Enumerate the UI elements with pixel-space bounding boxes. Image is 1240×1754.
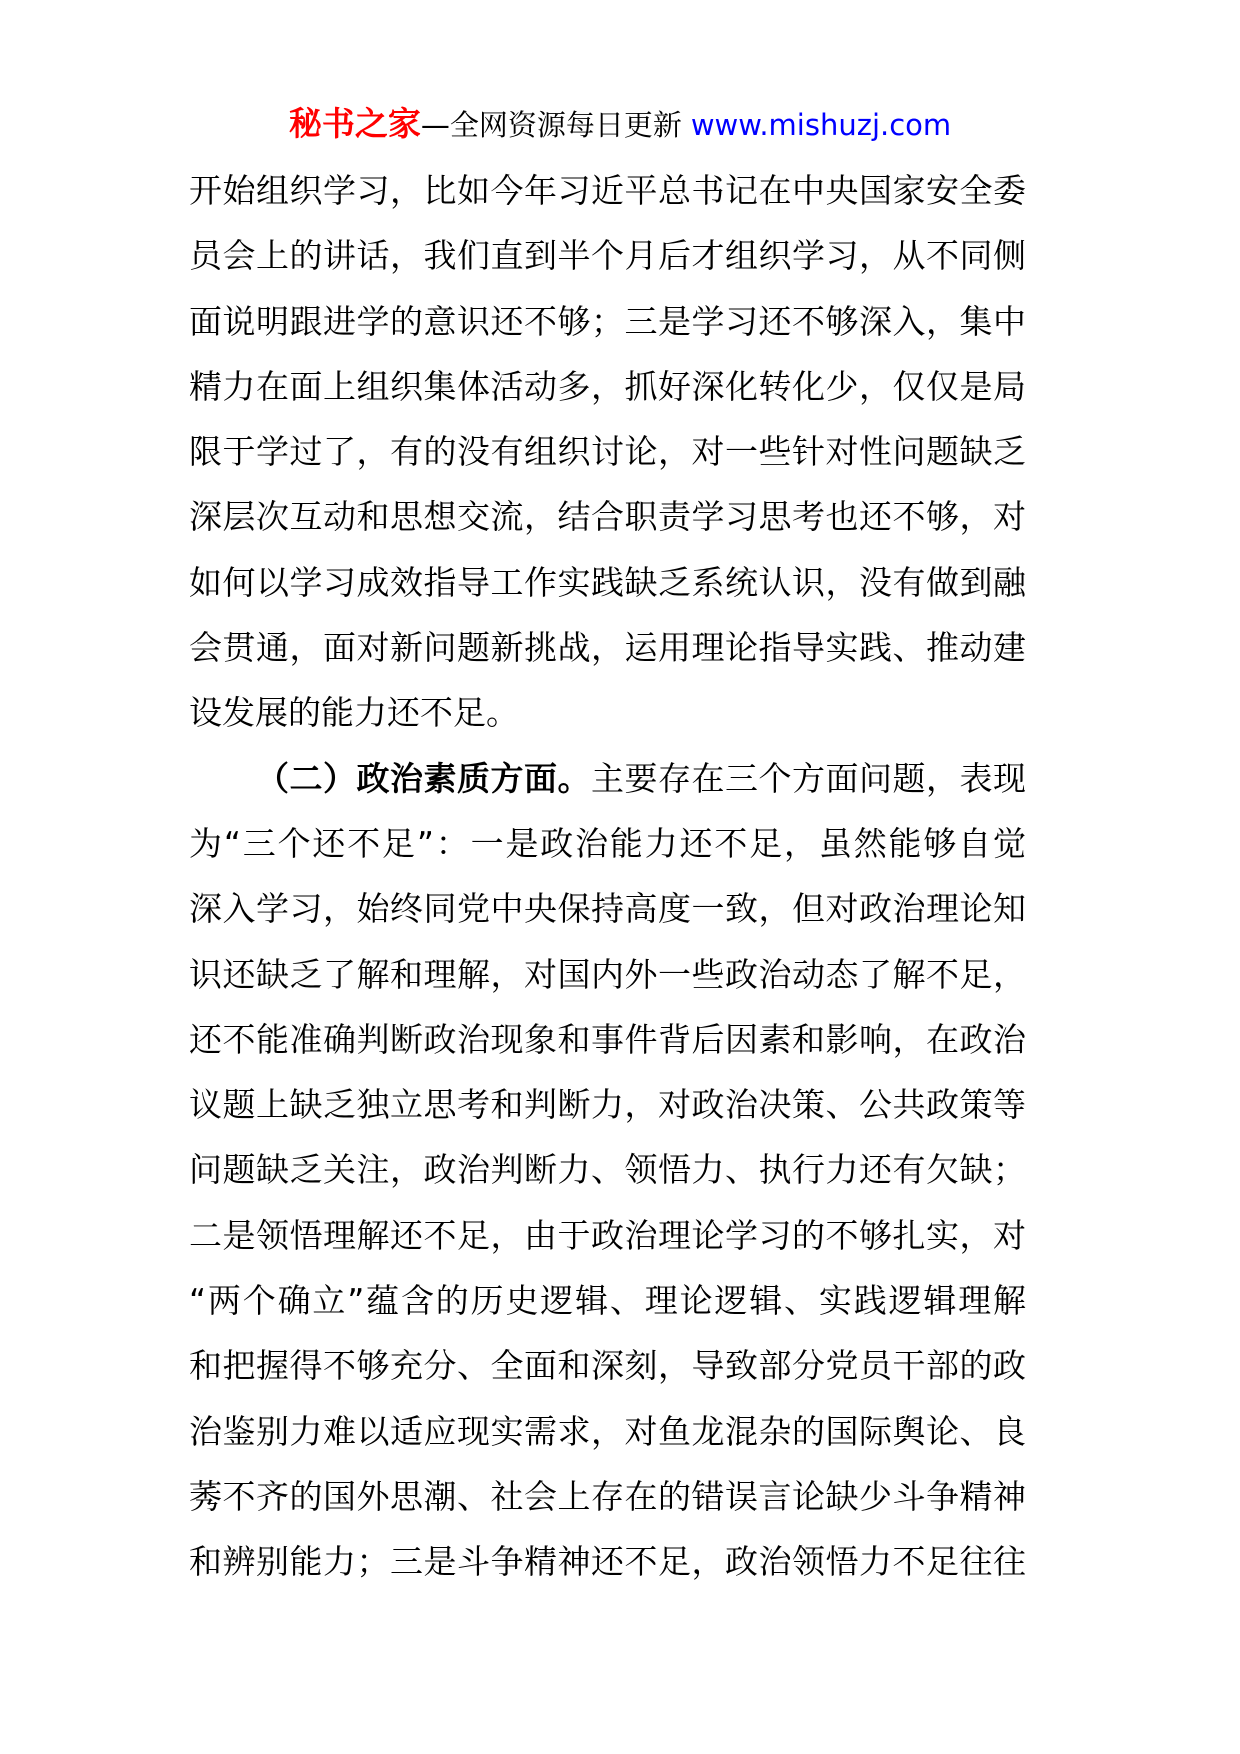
- text-line: 议题上缺乏独立思考和判断力，对政治决策、公共政策等: [189, 1085, 1026, 1125]
- text-line: 二是领悟理解还不足，由于政治理论学习的不够扎实，对: [189, 1215, 1026, 1255]
- text-line: 开始组织学习，比如今年习近平总书记在中央国家安全委: [189, 171, 1026, 210]
- text-line: 会贯通，面对新问题新挑战，运用理论指导实践、推动建: [189, 628, 1026, 668]
- document-body: [189, 158, 1026, 1595]
- text-line: “两个确立”蕴含的历史逻辑、理论逻辑、实践逻辑理解: [189, 1281, 1026, 1321]
- text-line: 精力在面上组织集体活动多，抓好深化转化少，仅仅是局: [189, 366, 1026, 406]
- header-tagline: —全网资源每日更新: [420, 108, 682, 142]
- text-line: 深入学习，始终同党中央保持高度一致，但对政治理论知: [189, 889, 1026, 929]
- header-url: www.mishuzj.com: [690, 108, 952, 142]
- text-line: 和辨别能力；三是斗争精神还不足，政治领悟力不足往往: [189, 1542, 1026, 1582]
- text-line: 如何以学习成效指导工作实践缺乏系统认识，没有做到融: [189, 562, 1026, 602]
- section-heading: （二）政治素质方面。: [256, 758, 591, 798]
- paragraph-2: [189, 746, 1026, 1595]
- page-header: [0, 102, 1240, 147]
- text-line: 问题缺乏关注，政治判断力、领悟力、执行力还有欠缺；: [189, 1150, 1026, 1190]
- text-line: 治鉴别力难以适应现实需求，对鱼龙混杂的国际舆论、良: [189, 1411, 1026, 1451]
- section-first-line: [189, 746, 1026, 811]
- text-line: 深层次互动和思想交流，结合职责学习思考也还不够，对: [189, 497, 1026, 537]
- text-line: 还不能准确判断政治现象和事件背后因素和影响，在政治: [189, 1019, 1026, 1059]
- text-line: 限于学过了，有的没有组织讨论，对一些针对性问题缺乏: [189, 432, 1026, 472]
- text-line: 和把握得不够充分、全面和深刻，导致部分党员干部的政: [189, 1346, 1026, 1386]
- text-line: 面说明跟进学的意识还不够；三是学习还不够深入，集中: [189, 301, 1026, 341]
- text-line: 莠不齐的国外思潮、社会上存在的错误言论缺少斗争精神: [189, 1476, 1026, 1516]
- text-line: 为“三个还不足”：一是政治能力还不足，虽然能够自觉: [189, 823, 1026, 863]
- paragraph-1: [189, 158, 1026, 746]
- text-line: 设发展的能力还不足。: [189, 693, 519, 733]
- text-line: 识还缺乏了解和理解，对国内外一些政治动态了解不足，: [189, 954, 1026, 994]
- header-brand: 秘书之家: [288, 104, 421, 143]
- section-first-line-text: 主要存在三个方面问题，表现: [591, 758, 1026, 798]
- text-line: 员会上的讲话，我们直到半个月后才组织学习，从不同侧: [189, 236, 1026, 276]
